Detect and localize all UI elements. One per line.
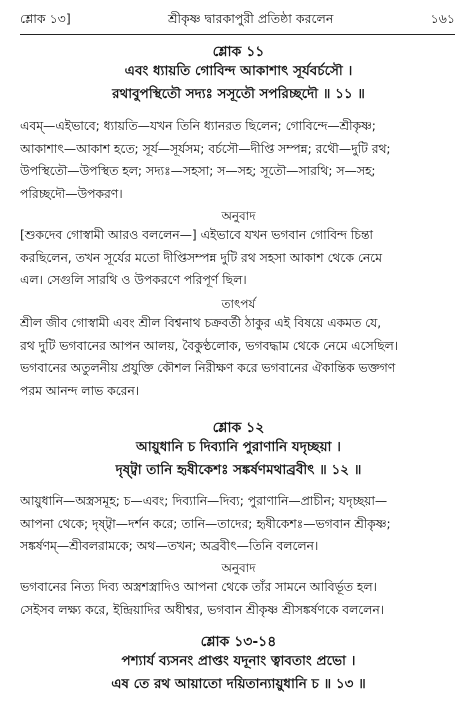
header-page-number: ১৬১ xyxy=(430,11,455,26)
verse-11-translation-heading: অনুবাদ xyxy=(221,209,256,223)
verse-11-purport xyxy=(20,312,457,402)
verse-11-heading: শ্লোক ১১ xyxy=(212,44,265,60)
verse-11-text xyxy=(20,60,457,106)
verse-12-translation-heading: অনুবাদ xyxy=(221,561,256,575)
verse-13-line-2: এষ তে রথ আয়াতো দয়িতান্যায়ুধানি চ ॥ ১৩ ॥ xyxy=(111,676,366,692)
translation-line: করছিলেন, তখন সূর্যের মতো দীপ্তিসম্পন্ন দুটি রথ সহসা আকাশ থেকে নেমে xyxy=(20,250,382,265)
synonym-line: আকাশাৎ—আকাশ হতে; সূর্য—সূর্যসম; বর্চসৌ—দীপ্তি সম্পন্ন; রথৌ—দুটি রথ; xyxy=(20,141,391,156)
synonym-line: উপস্থিতৌ—উপস্থিত হল; সদ্যঃ—সহসা; স—সহ; সূতৌ—সারথি; স—সহ; xyxy=(20,164,376,178)
verse-13-14-heading: শ্লোক ১৩-১৪ xyxy=(200,634,277,650)
synonym-line: সঙ্কর্ষণম্—শ্রীবলরামকে; অথ—তখন; অব্রবীৎ—তিনি বললেন। xyxy=(20,539,319,553)
verse-11-translation xyxy=(20,224,457,292)
verse-12-line-1: আয়ুধানি চ দিব্যানি পুরাণানি যদৃচ্ছয়া । xyxy=(136,439,341,455)
verse-11-synonyms xyxy=(20,115,457,205)
synonym-line: এবম্—এইভাবে; ধ্যায়তি—যখন তিনি ধ্যানরত ছিলেন; গোবিন্দে—শ্রীকৃষ্ণ; xyxy=(20,119,376,133)
verse-13-line-1: পশ্যার্য ব্যসনং প্রাপ্তং যদূনাং ত্বাবতাং প্রভো । xyxy=(121,653,356,669)
verse-12-line-2: দৃষ্ট্বা তানি হৃষীকেশঃ সঙ্কর্ষণমথাব্রবীৎ ॥ ১২ ॥ xyxy=(115,462,362,478)
verse-11-purport-heading: তাৎপর্য xyxy=(221,297,256,311)
verse-12-translation xyxy=(20,576,457,621)
header-verse-ref: শ্লোক ১৩] xyxy=(20,11,71,26)
verse-11-line-1: এবং ধ্যায়তি গোবিন্দ আকাশাৎ সূর্যবর্চসৌ । xyxy=(124,63,353,79)
header-chapter-title: শ্রীকৃষ্ণ দ্বারকাপুরী প্রতিষ্ঠা করলেন xyxy=(168,11,334,26)
translation-line: এল। সেগুলি সারথি ও উপকরণে পরিপূর্ণ ছিল। xyxy=(20,273,247,287)
verse-12-synonyms xyxy=(20,490,457,558)
verse-13-14-text xyxy=(20,650,457,696)
verse-11-line-2: রথাবুপস্থিতৌ সদ্যঃ সসূতৌ সপরিচ্ছদৌ ॥ ১১ ॥ xyxy=(112,86,365,102)
purport-line: রথ দুটি ভগবানের আপন আলয়, বৈকুণ্ঠলোক, ভগবদ্ধাম থেকে নেমে এসেছিল। xyxy=(20,338,399,353)
translation-line: ভগবানের নিত্য দিব্য অস্ত্রশস্ত্রাদিও আপনা থেকে তাঁর সামনে আবির্ভূত হল। xyxy=(20,580,377,594)
synonym-line: আপনা থেকে; দৃষ্ট্বা—দর্শন করে; তানি—তাদের; হৃষীকেশঃ—ভগবান শ্রীকৃষ্ণ; xyxy=(20,516,391,531)
purport-line: পরম আনন্দ লাভ করেন। xyxy=(20,383,140,398)
purport-line: ভগবানের অতুলনীয় প্রযুক্তি কৌশল নিরীক্ষণ করে ভগবানের ঐকান্তিক ভক্তগণ xyxy=(20,361,396,375)
synonym-line: আয়ুধানি—অস্ত্রসমূহ; চ—এবং; দিব্যানি—দিব্য; পুরাণানি—প্রাচীন; যদৃচ্ছয়া— xyxy=(20,494,388,508)
translation-line: সেইসব লক্ষ্য করে, ইন্দ্রিয়াদির অধীশ্বর, ভগবান শ্রীকৃষ্ণ শ্রীসঙ্কর্ষণকে বললেন। xyxy=(20,602,385,617)
translation-line: [শুকদেব গোস্বামী আরও বললেন—] এইভাবে যখন ভগবান গোবিন্দ চিন্তা xyxy=(20,228,373,242)
verse-12-text xyxy=(20,436,457,482)
purport-line: শ্রীল জীব গোস্বামী এবং শ্রীল বিশ্বনাথ চক্রবর্তী ঠাকুর এই বিষয়ে একমত যে, xyxy=(20,316,382,330)
synonym-line: পরিচ্ছদৌ—উপকরণ। xyxy=(20,186,123,201)
page-header xyxy=(20,7,455,35)
verse-12-heading: শ্লোক ১২ xyxy=(212,420,265,436)
